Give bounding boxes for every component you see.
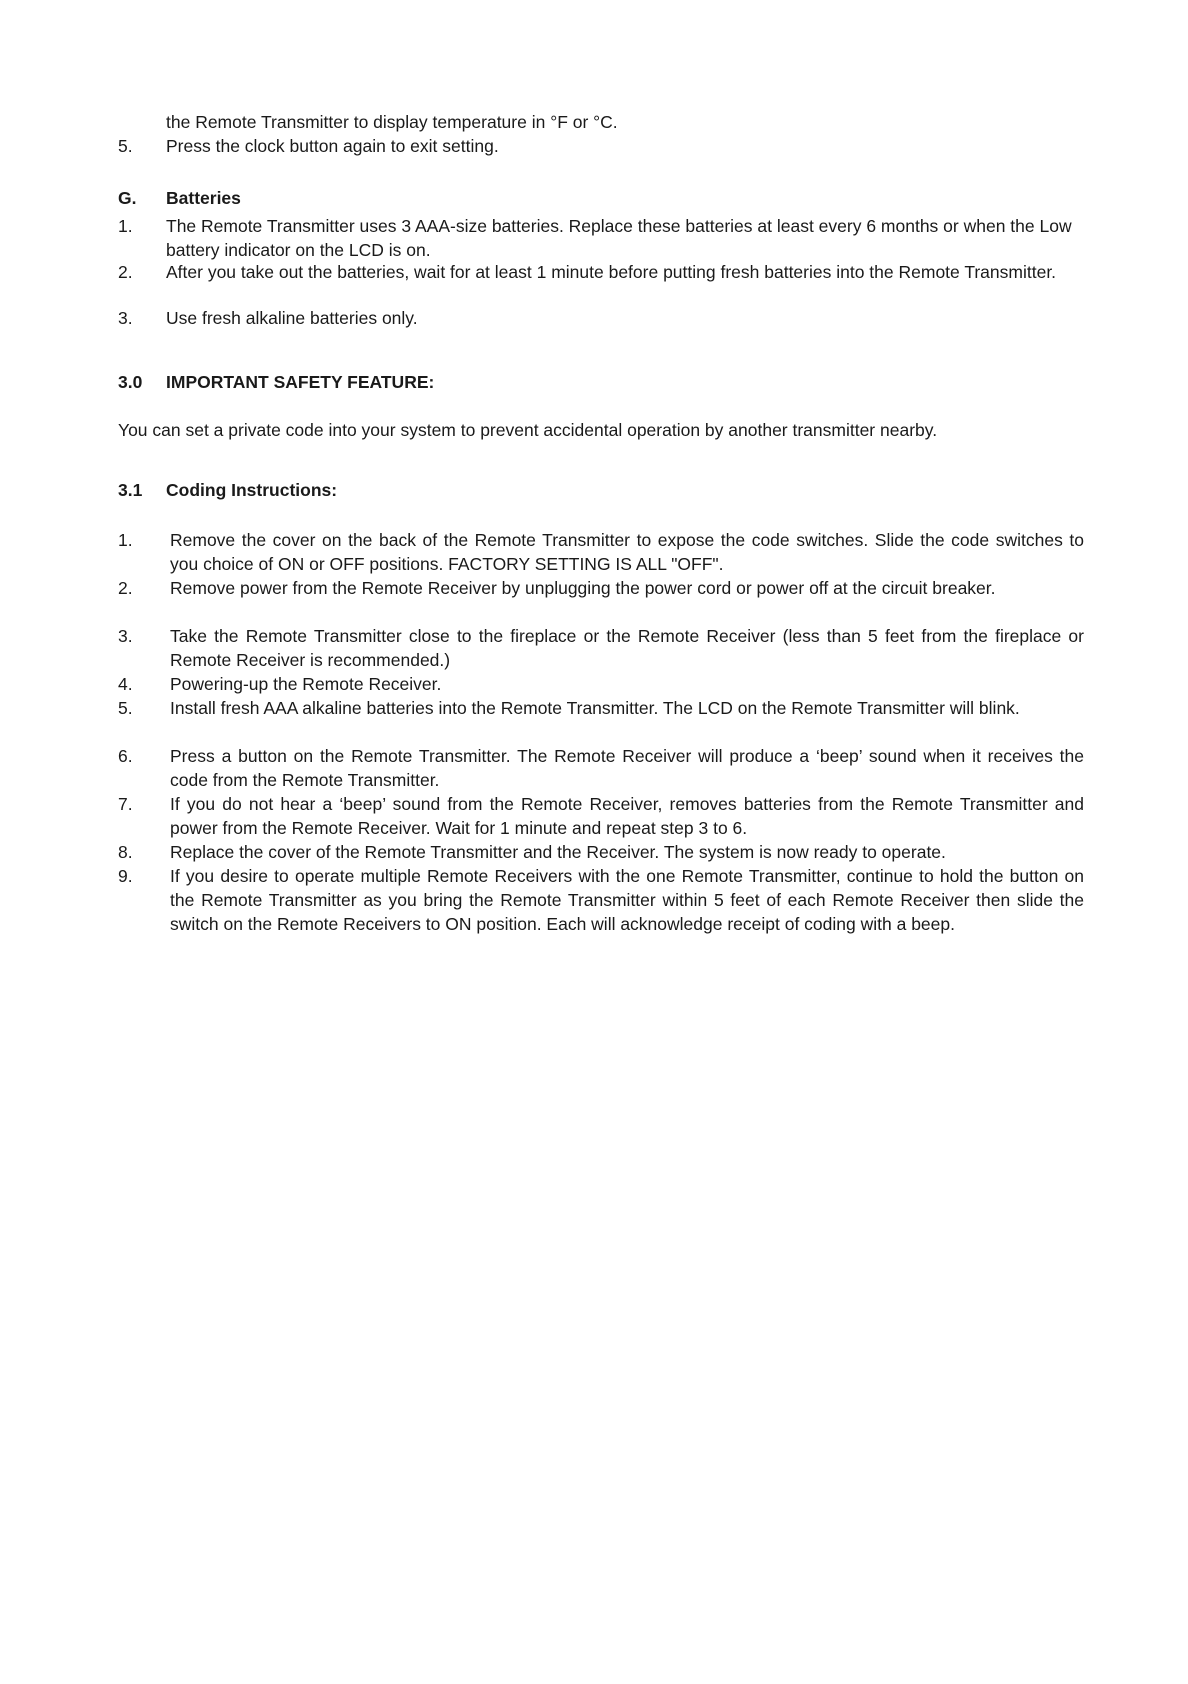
section-letter: G.	[118, 188, 137, 208]
section-title: IMPORTANT SAFETY FEATURE:	[166, 372, 435, 392]
section-number: 3.0	[118, 372, 143, 392]
section-title: Batteries	[166, 188, 241, 208]
list-item	[118, 744, 1084, 792]
list-text: Press the clock button again to exit setting.	[166, 136, 499, 156]
section-number: 3.1	[118, 480, 143, 500]
section-body: You can set a private code into your system to prevent accidental operation by another transmitter nearby.	[118, 420, 938, 440]
list-item	[118, 792, 1084, 840]
list-number: 8.	[118, 842, 133, 862]
list-number: 2.	[118, 262, 133, 282]
list-number: 7.	[118, 794, 133, 814]
list-item	[118, 214, 1084, 262]
list-number: 5.	[118, 698, 133, 718]
continuation-text: the Remote Transmitter to display temperature in °F or °C.	[166, 112, 618, 132]
list-number: 2.	[118, 578, 133, 598]
list-item	[118, 696, 1084, 720]
list-text: Take the Remote Transmitter close to the fireplace or the Remote Receiver (less than 5 feet from the fireplace or Remote Receiver is recommended.)	[170, 626, 1084, 670]
list-text: Install fresh AAA alkaline batteries into the Remote Transmitter. The LCD on the Remote Transmitter will blink.	[170, 698, 1020, 718]
list-text: Remove the cover on the back of the Remote Transmitter to expose the code switches. Slide the code switches to you choice of ON or OFF positions. FACTORY SETTING IS ALL "OFF".	[170, 530, 1084, 574]
list-item	[118, 134, 1084, 158]
list-number: 5.	[118, 136, 133, 156]
list-number: 3.	[118, 626, 133, 646]
list-text: If you do not hear a ‘beep’ sound from the Remote Receiver, removes batteries from the Remote Transmitter and power from the Remote Receiver. Wait for 1 minute and repeat step 3 to 6.	[170, 794, 1084, 838]
list-number: 1.	[118, 530, 133, 550]
list-number: 9.	[118, 866, 133, 886]
list-number: 3.	[118, 308, 133, 328]
list-text: Use fresh alkaline batteries only.	[166, 308, 418, 328]
list-item	[118, 672, 1084, 696]
list-number: 6.	[118, 746, 133, 766]
list-item	[118, 624, 1084, 672]
list-number: 1.	[118, 216, 133, 236]
section-g-heading	[118, 186, 1084, 210]
list-text: The Remote Transmitter uses 3 AAA-size batteries. Replace these batteries at least every 6 months or when the Low battery indicator on the LCD is on.	[166, 216, 1072, 260]
list-item	[118, 528, 1084, 576]
section-3-1-heading	[118, 478, 1084, 502]
list-item	[118, 864, 1084, 936]
list-item	[118, 840, 1084, 864]
list-text: Press a button on the Remote Transmitter. The Remote Receiver will produce a ‘beep’ sound when it receives the code from the Remote Transmitter.	[170, 746, 1084, 790]
list-item	[118, 306, 1084, 330]
list-item	[118, 260, 1084, 284]
list-item	[118, 576, 1084, 600]
list-text: After you take out the batteries, wait for at least 1 minute before putting fresh batteries into the Remote Transmitter.	[166, 262, 1057, 282]
section-3-0-heading	[118, 370, 1084, 394]
list-text: Powering-up the Remote Receiver.	[170, 674, 442, 694]
list-text: If you desire to operate multiple Remote Receivers with the one Remote Transmitter, continue to hold the button on the Remote Transmitter as you bring the Remote Transmitter within 5 feet of each Remote Receiver then slide the switch on the Remote Receivers to ON position. Each will acknowledge receipt of coding with a beep.	[170, 866, 1084, 934]
section-title: Coding Instructions:	[166, 480, 338, 500]
list-text: Replace the cover of the Remote Transmitter and the Receiver. The system is now ready to operate.	[170, 842, 946, 862]
list-text: Remove power from the Remote Receiver by unplugging the power cord or power off at the circuit breaker.	[170, 578, 996, 598]
list-number: 4.	[118, 674, 133, 694]
